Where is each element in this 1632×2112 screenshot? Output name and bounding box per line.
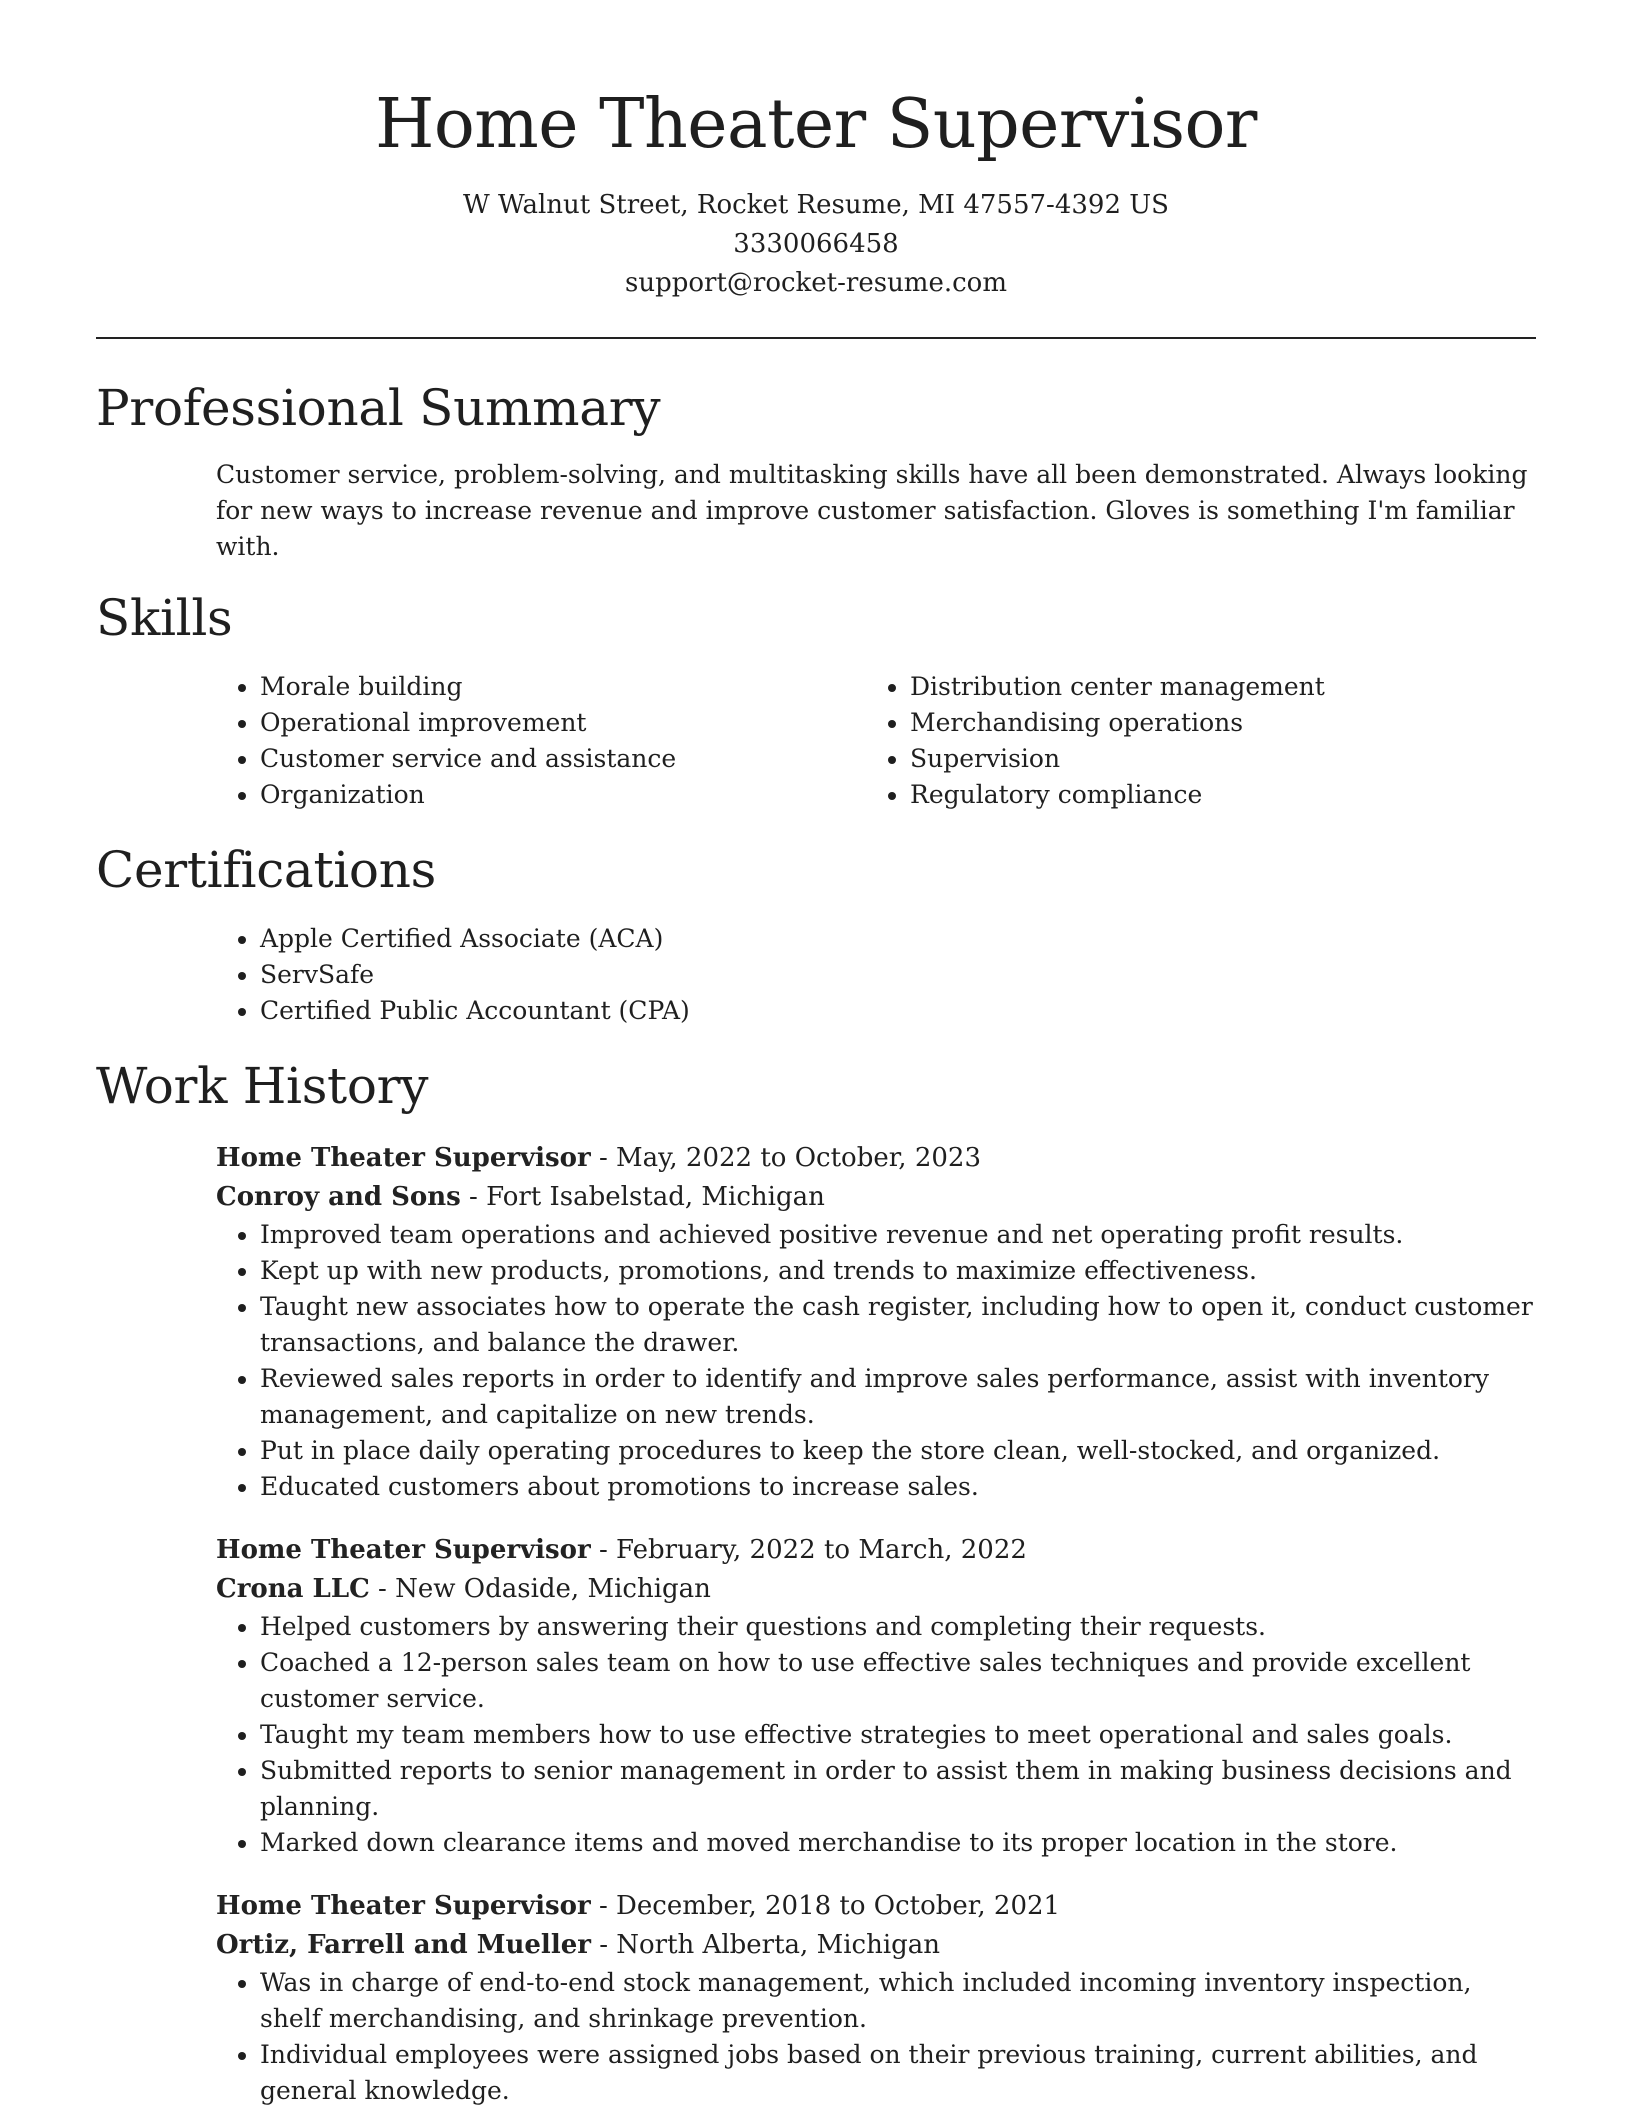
summary-text: Customer service, problem-solving, and multitasking skills have all been demonstrated. Always looking for new ways to increase revenue and improve customer satisfaction. Gloves is something I'm familiar with. [216,460,1528,561]
skill-item: • Operational improvement [260,705,866,741]
skill-item: • Supervision [910,741,1536,777]
skill-item: • Customer service and assistance [260,741,866,777]
job-location: - New Odaside, Michigan [369,1574,711,1604]
skills-column-right [866,669,1536,813]
job-company-line [216,1178,1536,1217]
job-role: Home Theater Supervisor [216,1143,591,1173]
work-history-section [96,1055,1536,2109]
job-bullets [216,1609,1536,1861]
certifications-title: Certifications [96,841,436,899]
job-bullet: • Helped customers by answering their questions and completing their requests. [260,1609,1536,1645]
job-company-line [216,1926,1536,1965]
certifications-list [216,921,1536,1029]
certification-item: • Certified Public Accountant (CPA) [260,993,1536,1029]
summary-title: Professional Summary [96,379,661,437]
job-bullet: • Submitted reports to senior management in order to assist them in making business decisions and planning. [260,1753,1536,1825]
job-bullet: • Individual employees were assigned jobs based on their previous training, current abilities, and general knowledge. [260,2037,1536,2109]
job-bullet: • Taught new associates how to operate the cash register, including how to open it, conduct customer transactions, and balance the drawer. [260,1289,1536,1361]
job-company-line [216,1570,1536,1609]
job-location: - North Alberta, Michigan [590,1930,941,1960]
job-role: Home Theater Supervisor [216,1535,591,1565]
job-company: Crona LLC [216,1574,370,1604]
skills-column-left [216,669,866,813]
job-bullet: • Marked down clearance items and moved merchandise to its proper location in the store. [260,1825,1536,1861]
job-bullet: • Educated customers about promotions to increase sales. [260,1469,1536,1505]
job-dates: - February, 2022 to March, 2022 [590,1535,1027,1565]
header-divider [96,337,1536,339]
skill-item: • Merchandising operations [910,705,1536,741]
job-list [96,1139,1536,2109]
skills-title: Skills [96,589,233,647]
certification-item: • Apple Certified Associate (ACA) [260,921,1536,957]
resume-name: Home Theater Supervisor [375,85,1257,164]
job-bullet: • Kept up with new products, promotions, and trends to maximize effectiveness. [260,1253,1536,1289]
job-entry [216,1139,1536,1505]
job-company: Ortiz, Farrell and Mueller [216,1930,591,1960]
certifications-section [96,839,1536,1029]
skills-list [96,669,1536,813]
job-role: Home Theater Supervisor [216,1891,591,1921]
summary-section [96,377,1536,565]
certification-item: • ServSafe [260,957,1536,993]
job-entry [216,1887,1536,2109]
job-company: Conroy and Sons [216,1182,461,1212]
contact-address: W Walnut Street, Rocket Resume, MI 47557-4392 US [463,190,1169,220]
contact-phone: 3330066458 [733,229,899,259]
resume-page [96,80,1536,2109]
job-bullet: • Improved team operations and achieved positive revenue and net operating profit results. [260,1217,1536,1253]
skill-item: • Morale building [260,669,866,705]
job-bullet: • Taught my team members how to use effective strategies to meet operational and sales goals. [260,1717,1536,1753]
job-role-line [216,1887,1536,1926]
skill-item: • Distribution center management [910,669,1536,705]
job-location: - Fort Isabelstad, Michigan [460,1182,825,1212]
job-bullets [216,1965,1536,2109]
job-entry [216,1531,1536,1861]
skill-item: • Organization [260,777,866,813]
job-role-line [216,1139,1536,1178]
job-bullet: • Put in place daily operating procedures to keep the store clean, well-stocked, and organized. [260,1433,1536,1469]
job-dates: - May, 2022 to October, 2023 [590,1143,981,1173]
skill-item: • Regulatory compliance [910,777,1536,813]
job-dates: - December, 2018 to October, 2021 [590,1891,1061,1921]
contact-info [96,186,1536,303]
job-bullet: • Reviewed sales reports in order to identify and improve sales performance, assist with inventory management, and capitalize on new trends. [260,1361,1536,1433]
job-bullets [216,1217,1536,1505]
job-bullet: • Was in charge of end-to-end stock management, which included incoming inventory inspection, shelf merchandising, and shrinkage prevention. [260,1965,1536,2037]
job-bullet: • Coached a 12-person sales team on how to use effective sales techniques and provide excellent customer service. [260,1645,1536,1717]
work-history-title: Work History [96,1057,429,1115]
skills-section [96,587,1536,813]
contact-email: support@rocket-resume.com [624,268,1007,298]
job-role-line [216,1531,1536,1570]
